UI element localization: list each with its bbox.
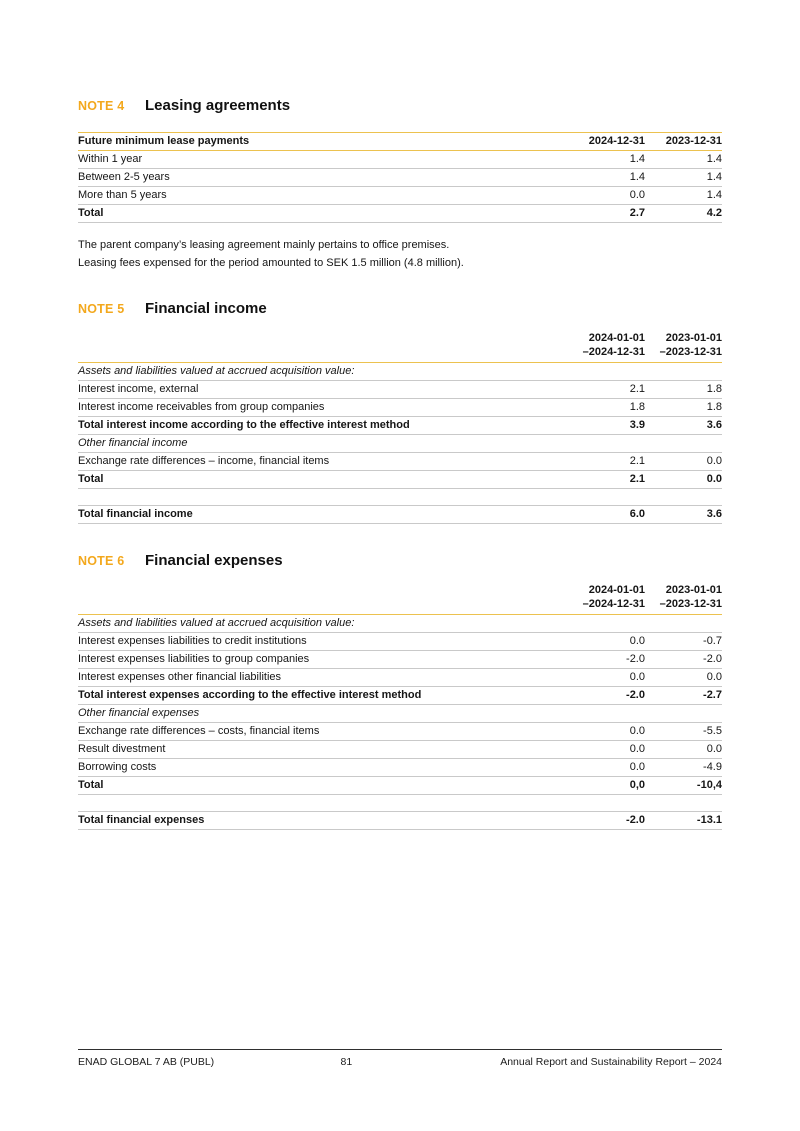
row-value-2024: 0.0 bbox=[629, 671, 645, 683]
row-label: Total interest expenses according to the effective interest method bbox=[78, 689, 422, 701]
row-value-2023: 0.0 bbox=[706, 473, 722, 485]
note-5-label: NOTE 5 bbox=[78, 302, 125, 316]
row-value-2023: -4.9 bbox=[703, 761, 722, 773]
table-subtotal-row bbox=[78, 687, 722, 705]
row-value-2024: 2.1 bbox=[629, 473, 645, 485]
table-grand-total-row bbox=[78, 811, 722, 830]
period-line: –2023-12-31 bbox=[659, 598, 722, 610]
note-4-title: Leasing agreements bbox=[145, 97, 291, 114]
row-value-2023: 0.0 bbox=[706, 671, 722, 683]
row-value-2024: 2.1 bbox=[629, 383, 645, 395]
page-footer bbox=[78, 1049, 722, 1068]
period-line: –2023-12-31 bbox=[659, 346, 722, 358]
row-value-2024: 0.0 bbox=[629, 725, 645, 737]
row-label: Exchange rate differences – costs, financial items bbox=[78, 725, 320, 737]
row-value-2024: 6.0 bbox=[629, 508, 645, 520]
table-row bbox=[78, 651, 722, 669]
row-value-2024: 1.4 bbox=[629, 153, 645, 165]
table-spacer-row bbox=[78, 795, 722, 811]
note-5-title: Financial income bbox=[145, 300, 267, 317]
lease-payments-table bbox=[78, 132, 722, 223]
footer-report-title: Annual Report and Sustainability Report – 2024 bbox=[500, 1056, 722, 1068]
table-grand-total-row bbox=[78, 505, 722, 524]
row-value-2023: 1.8 bbox=[706, 401, 722, 413]
note-6-heading bbox=[78, 552, 722, 569]
row-value-2024: 3.9 bbox=[629, 419, 645, 431]
table-header-row bbox=[78, 132, 722, 151]
row-value-2023: 1.8 bbox=[706, 383, 722, 395]
row-label: Other financial expenses bbox=[78, 707, 200, 719]
period-line: 2023-01-01 bbox=[665, 332, 722, 344]
row-value-2023: -5.5 bbox=[703, 725, 722, 737]
paragraph-line: The parent company’s leasing agreement mainly pertains to office premises. bbox=[78, 239, 450, 251]
row-value-2024: 2.7 bbox=[629, 207, 645, 219]
period-line: –2024-12-31 bbox=[582, 598, 645, 610]
column-header-label: Future minimum lease payments bbox=[78, 135, 250, 147]
row-value-2023: 1.4 bbox=[706, 171, 722, 183]
row-label: Total bbox=[78, 779, 104, 791]
table-row bbox=[78, 381, 722, 399]
row-label: Within 1 year bbox=[78, 153, 143, 165]
table-row bbox=[78, 759, 722, 777]
row-label: Total bbox=[78, 207, 104, 219]
table-spacer-row bbox=[78, 489, 722, 505]
row-value-2024: 0.0 bbox=[629, 189, 645, 201]
row-value-2023: -0.7 bbox=[703, 635, 722, 647]
row-value-2023: 4.2 bbox=[706, 207, 722, 219]
row-value-2023: -10,4 bbox=[696, 779, 722, 791]
table-row bbox=[78, 741, 722, 759]
row-value-2024: -2.0 bbox=[626, 653, 645, 665]
row-label: Interest expenses other financial liabilities bbox=[78, 671, 282, 683]
table-section-row bbox=[78, 705, 722, 723]
row-label: Total financial expenses bbox=[78, 814, 205, 826]
page-content bbox=[78, 0, 722, 830]
footer-page-number: 81 bbox=[340, 1056, 353, 1068]
row-value-2023: 1.4 bbox=[706, 153, 722, 165]
row-value-2024: 1.4 bbox=[629, 171, 645, 183]
row-value-2023: 0.0 bbox=[706, 743, 722, 755]
column-header-2024: 2024-12-31 bbox=[588, 135, 645, 147]
table-row bbox=[78, 453, 722, 471]
row-label: Result divestment bbox=[78, 743, 166, 755]
paragraph-line: Leasing fees expensed for the period amounted to SEK 1.5 million (4.8 million). bbox=[78, 256, 464, 269]
note-6-label: NOTE 6 bbox=[78, 554, 125, 568]
note-4-paragraph bbox=[78, 237, 722, 272]
row-label: Total interest income according to the effective interest method bbox=[78, 419, 410, 431]
table-section-row bbox=[78, 615, 722, 633]
table-subtotal-row bbox=[78, 471, 722, 489]
row-value-2024: -2.0 bbox=[626, 814, 645, 826]
row-label: More than 5 years bbox=[78, 189, 167, 201]
row-value-2023: 1.4 bbox=[706, 189, 722, 201]
table-row bbox=[78, 633, 722, 651]
row-label: Assets and liabilities valued at accrued acquisition value: bbox=[78, 365, 355, 377]
row-value-2023: 3.6 bbox=[706, 419, 722, 431]
row-label: Between 2-5 years bbox=[78, 171, 170, 183]
table-row bbox=[78, 399, 722, 417]
row-label: Interest expenses liabilities to group companies bbox=[78, 653, 310, 665]
row-label: Total financial income bbox=[78, 508, 193, 520]
row-value-2023: 3.6 bbox=[706, 508, 722, 520]
row-label: Other financial income bbox=[78, 437, 188, 449]
table-header-row bbox=[78, 329, 722, 363]
row-value-2024: 2.1 bbox=[629, 455, 645, 467]
table-section-row bbox=[78, 435, 722, 453]
period-line: 2024-01-01 bbox=[588, 332, 645, 344]
row-value-2024: 0,0 bbox=[629, 779, 645, 791]
row-value-2024: 1.8 bbox=[629, 401, 645, 413]
table-row bbox=[78, 187, 722, 205]
row-value-2024: -2.0 bbox=[626, 689, 645, 701]
row-value-2023: 0.0 bbox=[706, 455, 722, 467]
financial-income-table bbox=[78, 329, 722, 524]
column-header-period-2023 bbox=[645, 583, 722, 611]
footer-company: ENAD GLOBAL 7 AB (PUBL) bbox=[78, 1056, 215, 1068]
note-5-heading bbox=[78, 300, 722, 317]
row-value-2023: -2.7 bbox=[703, 689, 722, 701]
row-label: Total bbox=[78, 473, 104, 485]
row-label: Exchange rate differences – income, financial items bbox=[78, 455, 330, 467]
column-header-period-2024 bbox=[568, 583, 645, 611]
row-value-2023: -2.0 bbox=[703, 653, 722, 665]
table-total-row bbox=[78, 205, 722, 223]
note-4-heading bbox=[78, 97, 722, 114]
row-label: Borrowing costs bbox=[78, 761, 157, 773]
table-row bbox=[78, 169, 722, 187]
period-line: 2024-01-01 bbox=[588, 584, 645, 596]
row-label: Interest income receivables from group companies bbox=[78, 401, 325, 413]
row-value-2024: 0.0 bbox=[629, 761, 645, 773]
row-label: Assets and liabilities valued at accrued acquisition value: bbox=[78, 617, 355, 629]
row-label: Interest expenses liabilities to credit institutions bbox=[78, 635, 307, 647]
note-6-title: Financial expenses bbox=[145, 552, 283, 569]
column-header-period-2024 bbox=[568, 331, 645, 359]
row-label: Interest income, external bbox=[78, 383, 199, 395]
table-subtotal-row bbox=[78, 417, 722, 435]
table-row bbox=[78, 723, 722, 741]
table-header-row bbox=[78, 581, 722, 615]
row-value-2023: -13.1 bbox=[696, 814, 722, 826]
period-line: 2023-01-01 bbox=[665, 584, 722, 596]
table-row bbox=[78, 151, 722, 169]
table-row bbox=[78, 669, 722, 687]
period-line: –2024-12-31 bbox=[582, 346, 645, 358]
column-header-2023: 2023-12-31 bbox=[665, 135, 722, 147]
table-section-row bbox=[78, 363, 722, 381]
row-value-2024: 0.0 bbox=[629, 635, 645, 647]
row-value-2024: 0.0 bbox=[629, 743, 645, 755]
table-subtotal-row bbox=[78, 777, 722, 795]
column-header-period-2023 bbox=[645, 331, 722, 359]
note-4-label: NOTE 4 bbox=[78, 99, 125, 113]
financial-expenses-table bbox=[78, 581, 722, 830]
